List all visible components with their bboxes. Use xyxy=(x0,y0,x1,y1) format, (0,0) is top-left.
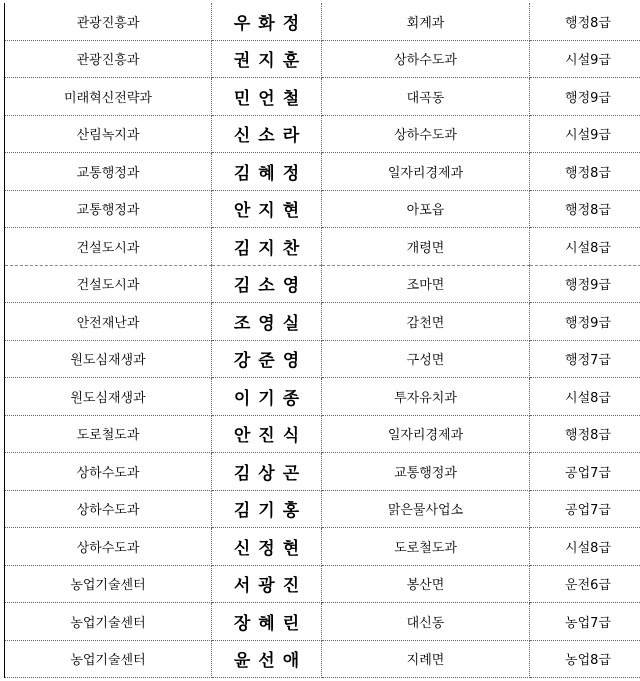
table-row xyxy=(5,378,640,416)
grade-cell: 행정9급 xyxy=(530,303,640,341)
name-cell: 김혜정 xyxy=(212,153,322,191)
personnel-table-body xyxy=(5,3,640,678)
table-row xyxy=(5,40,640,78)
previous-post-cell: 조마면 xyxy=(322,265,530,303)
name-cell: 안지현 xyxy=(212,190,322,228)
previous-post-cell: 대신동 xyxy=(322,603,530,641)
table-row xyxy=(5,490,640,528)
table-row xyxy=(5,640,640,678)
name-cell: 신정현 xyxy=(212,528,322,566)
department-cell: 건설도시과 xyxy=(5,265,212,303)
department-cell: 관광진흥과 xyxy=(5,3,212,40)
previous-post-cell: 회계과 xyxy=(322,3,530,40)
previous-post-cell: 봉산면 xyxy=(322,565,530,603)
name-cell: 권지훈 xyxy=(212,40,322,78)
previous-post-cell: 대곡동 xyxy=(322,78,530,116)
previous-post-cell: 감천면 xyxy=(322,303,530,341)
table-row xyxy=(5,115,640,153)
grade-cell: 행정8급 xyxy=(530,190,640,228)
table-row xyxy=(5,190,640,228)
grade-cell: 행정9급 xyxy=(530,265,640,303)
personnel-table xyxy=(4,3,640,678)
department-cell: 원도심재생과 xyxy=(5,340,212,378)
department-cell: 안전재난과 xyxy=(5,303,212,341)
grade-cell: 시설8급 xyxy=(530,378,640,416)
grade-cell: 공업7급 xyxy=(530,490,640,528)
previous-post-cell: 상하수도과 xyxy=(322,40,530,78)
name-cell: 김지찬 xyxy=(212,228,322,266)
department-cell: 건설도시과 xyxy=(5,228,212,266)
name-cell: 신소라 xyxy=(212,115,322,153)
table-row xyxy=(5,603,640,641)
department-cell: 관광진흥과 xyxy=(5,40,212,78)
name-cell: 강준영 xyxy=(212,340,322,378)
grade-cell: 시설9급 xyxy=(530,40,640,78)
name-cell: 민언철 xyxy=(212,78,322,116)
name-cell: 이기종 xyxy=(212,378,322,416)
department-cell: 상하수도과 xyxy=(5,490,212,528)
table-row xyxy=(5,340,640,378)
department-cell: 상하수도과 xyxy=(5,453,212,491)
name-cell: 우화정 xyxy=(212,3,322,40)
department-cell: 교통행정과 xyxy=(5,153,212,191)
department-cell: 교통행정과 xyxy=(5,190,212,228)
table-row xyxy=(5,453,640,491)
name-cell: 안진식 xyxy=(212,415,322,453)
grade-cell: 농업8급 xyxy=(530,640,640,678)
grade-cell: 행정9급 xyxy=(530,78,640,116)
name-cell: 장혜린 xyxy=(212,603,322,641)
department-cell: 원도심재생과 xyxy=(5,378,212,416)
name-cell: 김기홍 xyxy=(212,490,322,528)
previous-post-cell: 구성면 xyxy=(322,340,530,378)
table-row xyxy=(5,265,640,303)
name-cell: 김상곤 xyxy=(212,453,322,491)
name-cell: 김소영 xyxy=(212,265,322,303)
table-row xyxy=(5,528,640,566)
previous-post-cell: 아포읍 xyxy=(322,190,530,228)
previous-post-cell: 투자유치과 xyxy=(322,378,530,416)
table-row xyxy=(5,3,640,40)
grade-cell: 행정8급 xyxy=(530,415,640,453)
department-cell: 미래혁신전략과 xyxy=(5,78,212,116)
name-cell: 윤선애 xyxy=(212,640,322,678)
table-row xyxy=(5,303,640,341)
previous-post-cell: 교통행정과 xyxy=(322,453,530,491)
previous-post-cell: 상하수도과 xyxy=(322,115,530,153)
grade-cell: 운전6급 xyxy=(530,565,640,603)
table-row xyxy=(5,153,640,191)
table-row xyxy=(5,228,640,266)
table-row xyxy=(5,78,640,116)
table-row xyxy=(5,565,640,603)
grade-cell: 시설8급 xyxy=(530,528,640,566)
department-cell: 도로철도과 xyxy=(5,415,212,453)
department-cell: 산림녹지과 xyxy=(5,115,212,153)
grade-cell: 행정8급 xyxy=(530,3,640,40)
department-cell: 농업기술센터 xyxy=(5,603,212,641)
previous-post-cell: 일자리경제과 xyxy=(322,415,530,453)
name-cell: 조영실 xyxy=(212,303,322,341)
previous-post-cell: 지례면 xyxy=(322,640,530,678)
previous-post-cell: 도로철도과 xyxy=(322,528,530,566)
grade-cell: 농업7급 xyxy=(530,603,640,641)
previous-post-cell: 맑은물사업소 xyxy=(322,490,530,528)
table-row xyxy=(5,415,640,453)
department-cell: 농업기술센터 xyxy=(5,640,212,678)
department-cell: 농업기술센터 xyxy=(5,565,212,603)
previous-post-cell: 일자리경제과 xyxy=(322,153,530,191)
name-cell: 서광진 xyxy=(212,565,322,603)
grade-cell: 시설8급 xyxy=(530,228,640,266)
previous-post-cell: 개령면 xyxy=(322,228,530,266)
grade-cell: 행정8급 xyxy=(530,153,640,191)
grade-cell: 시설9급 xyxy=(530,115,640,153)
department-cell: 상하수도과 xyxy=(5,528,212,566)
grade-cell: 행정7급 xyxy=(530,340,640,378)
grade-cell: 공업7급 xyxy=(530,453,640,491)
